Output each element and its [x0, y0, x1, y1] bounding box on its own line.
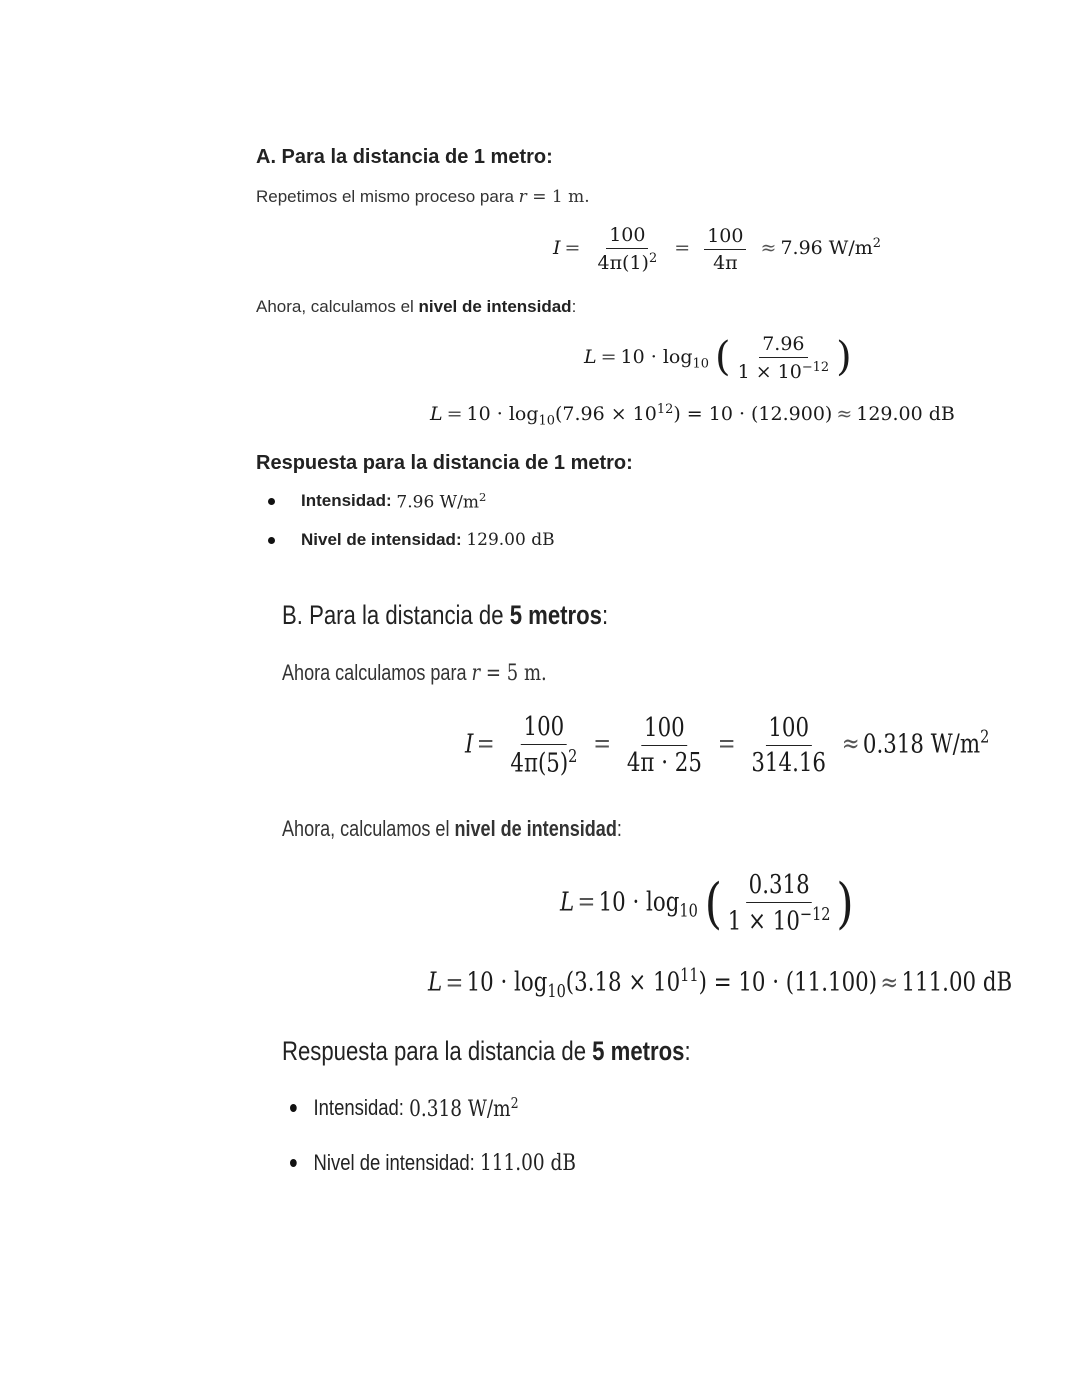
section-b-answer-level: Nivel de intensidad : 111.00 dB	[290, 1150, 576, 1176]
section-a-intensity-equation: I = $\frac{100}{4\pi(1)^2}$ = $\frac{100}{4\pi}$ ≈ 7.96 $W/m^2$	[553, 224, 881, 275]
section-a-answer-level: Nivel de intensidad : 129.00 dB	[268, 530, 555, 550]
section-b-intro: Ahora calculamos para r = 5 m.	[282, 660, 547, 686]
section-a-answer-heading: Respuesta para la distancia de 1 metro:	[256, 452, 633, 474]
section-b-answer-intensity: Intensidad : 0.318 $W/m^2$	[290, 1094, 519, 1122]
bullet-icon	[268, 537, 275, 544]
section-a-level-intro: Ahora, calculamos el nivel de intensidad:	[256, 297, 577, 316]
bullet-icon	[268, 498, 275, 505]
section-b-intensity-equation: I = $\frac{100}{4\pi(5)^2}$ = $\frac{100}{4\pi \cdot 25}$ = $\frac{100}{314.16}$ ≈ 0.318 $W/m^2$	[465, 712, 990, 779]
section-a-intro: Repetimos el mismo proceso para r = 1 m.	[256, 187, 590, 207]
bullet-icon	[290, 1159, 297, 1167]
section-a-level-equation: $L = 10 \cdot \log_{10}$ ( $\frac{7.96}{1 \times 10^{-12}}$ )	[584, 333, 852, 384]
section-b-answer-heading: Respuesta para la distancia de 5 metros:	[282, 1036, 691, 1066]
section-a-answer-intensity: Intensidad : 7.96 $W/m^2$	[268, 490, 486, 512]
bullet-icon	[290, 1104, 297, 1112]
section-b-heading: B. Para la distancia de 5 metros:	[282, 600, 609, 630]
section-b-level-equation: $L = 10 \cdot \log_{10}$ ( $\frac{0.318}{1 \times 10^{-12}}$ )	[560, 870, 854, 937]
section-a-heading: A. Para la distancia de 1 metro:	[256, 146, 553, 168]
section-a-level-result-equation: $L = 10 \cdot \log_{10}(7.96 \times 10^{12}) = 10 \cdot (12.900) \approx 129.00$ dB	[430, 402, 955, 429]
section-b-level-intro: Ahora, calculamos el nivel de intensidad:	[282, 816, 622, 841]
section-b-level-result-equation: $L = 10 \cdot \log_{10}(3.18 \times 10^{11}) = 10 \cdot (11.100) \approx 111.00$ dB	[428, 966, 1013, 1002]
